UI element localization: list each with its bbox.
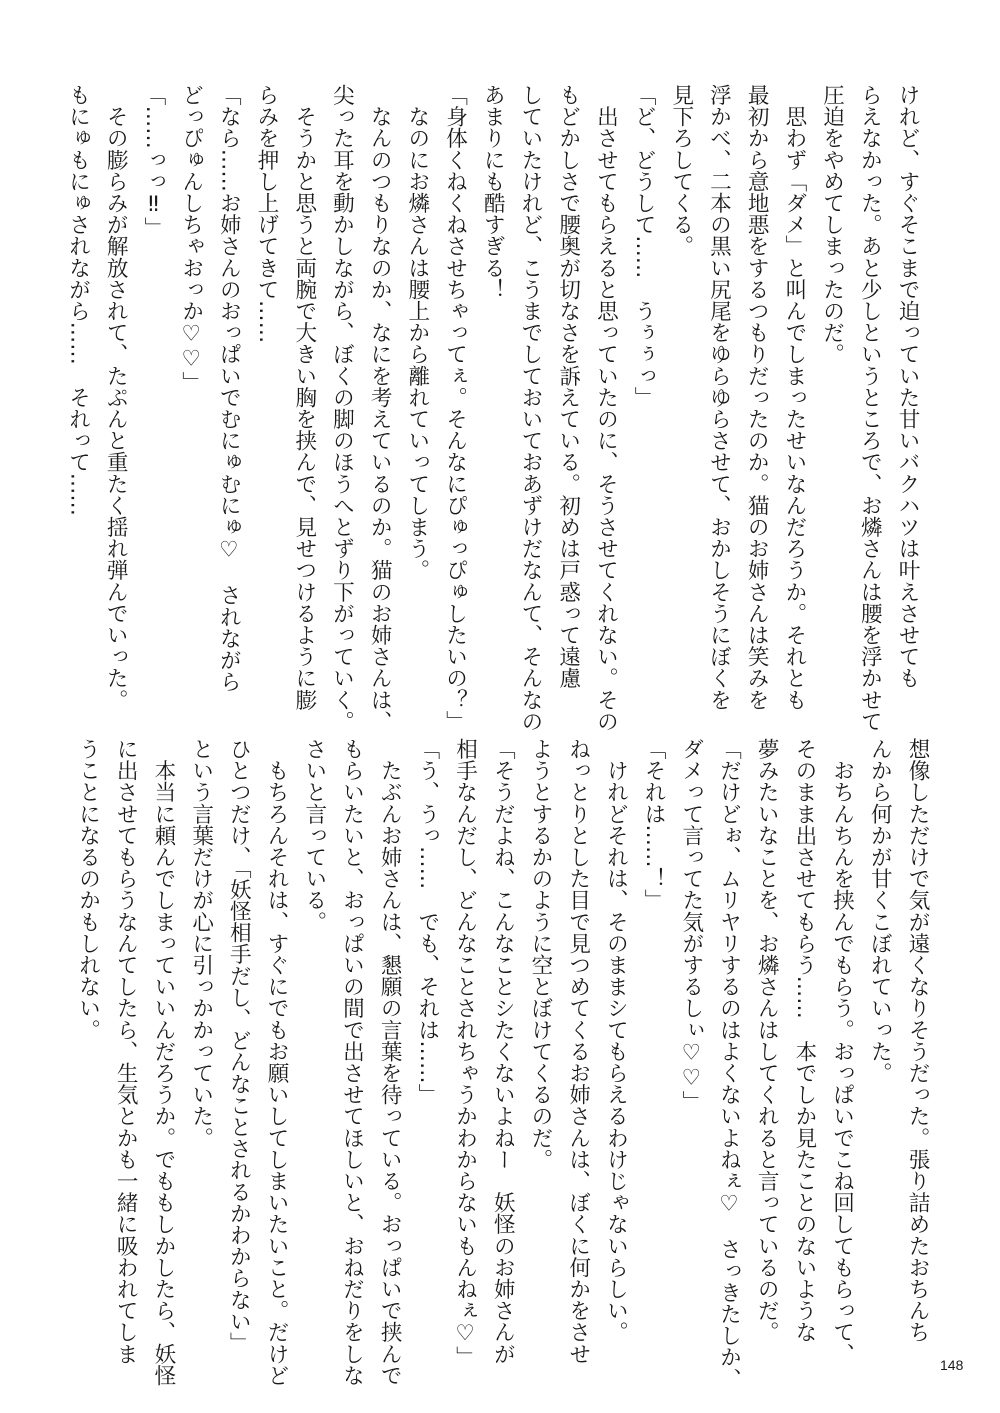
- text-line: ダメって言ってた気がするしぃ♡♡」: [678, 738, 704, 1112]
- text-line: うことになるのかもしれない。: [75, 738, 101, 1041]
- text-line: していたけれど、こうまでしておいておあずけだなんて、そんなの: [517, 84, 543, 732]
- text-line: 想像しただけで気が遠くなりそうだった。張り詰めたおちんち: [905, 738, 930, 1343]
- text-line: なんのつもりなのか、なにを考えているのか。猫のお姉さんは、: [367, 84, 393, 732]
- text-line: 浮かべ、二本の黒い尻尾をゆらゆらさせて、おかしそうにぼくを: [706, 84, 732, 711]
- text-line: もどかしさで腰奥が切なさを訴えている。初めは戸惑って遠慮: [555, 84, 581, 689]
- text-line: たぶんお姉さんは、懇願の言葉を待っている。おっぱいで挟んで: [377, 738, 403, 1386]
- text-line: そうかと思うと両腕で大きい胸を挟んで、見せつけるように膨: [291, 84, 317, 711]
- text-line: 相手なんだし、どんなことされちゃうかわからないもんねぇ♡」: [452, 738, 478, 1368]
- text-line: 「身体くねくねさせちゃってぇ。そんなにぴゅっぴゅしたいの？」: [442, 84, 468, 732]
- text-line: 見下ろしてくる。: [668, 84, 694, 257]
- page-number: 148: [940, 1357, 964, 1373]
- text-line: らみを押し上げてきて……: [254, 84, 280, 344]
- text-line: 本当に頼んでしまっていいんだろうか。でももしかしたら、妖怪: [150, 738, 176, 1386]
- text-line: 「だけどぉ、ムリヤリするのはよくないよねぇ♡ さっきたしか、: [716, 738, 742, 1390]
- text-line: さいと言っている。: [301, 738, 327, 933]
- text-line: という言葉だけが心に引っかかっていた。: [188, 738, 214, 1149]
- text-line: ようとするかのように空とぼけてくるのだ。: [527, 738, 553, 1170]
- text-line: ねっとりとした目で見つめてくるお姉さんは、ぼくに何かをさせ: [565, 738, 591, 1365]
- text-line: 「う、うっ…… でも、それは……」: [414, 738, 440, 1106]
- text-line: 「……っっ‼」: [140, 84, 166, 239]
- text-line: その膨らみが解放されて、たぷんと重たく揺れ弾んでいった。: [103, 84, 129, 711]
- text-line: んから何かが甘くこぼれていった。: [867, 738, 893, 1084]
- text-line: どっぴゅんしちゃおっか♡♡」: [178, 84, 204, 394]
- text-line: 思わず「ダメ」と叫んでしまったせいなんだろうか。それとも: [781, 84, 807, 711]
- text-line: もにゅもにゅされながら…… それって……: [65, 84, 91, 516]
- text-block-top: [59, 84, 926, 732]
- text-line: に出させてもらうなんてしたら、生気とかも一緒に吸われてしま: [113, 738, 139, 1365]
- text-line: もちろんそれは、すぐにでもお願いしてしまいたいこと。だけど: [264, 738, 290, 1386]
- text-line: ひとつだけ、「妖怪相手だし、どんなことされるかわからない」: [226, 738, 252, 1354]
- text-line: 出させてもらえると思っていたのに、そうさせてくれない。その: [593, 84, 619, 732]
- text-line: らえなかった。あと少しというところで、お燐さんは腰を浮かせて: [857, 84, 883, 732]
- text-block-bottom: [69, 738, 936, 1390]
- text-line: 「なら……お姉さんのおっぱいでむにゅむにゅ♡ されながら: [216, 84, 242, 693]
- text-line: おちんちんを挟んでもらう。おっぱいでこね回してもらって、: [829, 738, 855, 1365]
- text-line: 圧迫をやめてしまったのだ。: [819, 84, 845, 365]
- text-line: そのまま出させてもらう…… 本でしか見たことのないような: [791, 738, 817, 1343]
- text-line: あまりにも酷すぎる！: [480, 84, 506, 300]
- text-line: 尖った耳を動かしながら、ぼくの脚のほうへとずり下がっていく。: [329, 84, 355, 732]
- text-line: けれどそれは、そのままシてもらえるわけじゃないらしい。: [603, 738, 629, 1343]
- text-line: けれど、すぐそこまで迫っていた甘いバクハツは叶えさせても: [895, 84, 920, 689]
- text-line: なのにお燐さんは腰上から離れていってしまう。: [404, 84, 430, 581]
- text-line: 最初から意地悪をするつもりだったのか。猫のお姉さんは笑みを: [744, 84, 770, 711]
- text-line: もらいたいと、おっぱいの間で出させてほしいと、おねだりをしな: [339, 738, 365, 1386]
- text-line: 「そうだよね、こんなことシたくないよねー 妖怪のお姉さんが: [490, 738, 516, 1365]
- text-line: 「ど、どうして…… うぅぅっ」: [631, 84, 657, 408]
- text-line: 夢みたいなことを、お燐さんはしてくれると言っているのだ。: [754, 738, 780, 1343]
- text-line: 「それは……！」: [641, 738, 667, 911]
